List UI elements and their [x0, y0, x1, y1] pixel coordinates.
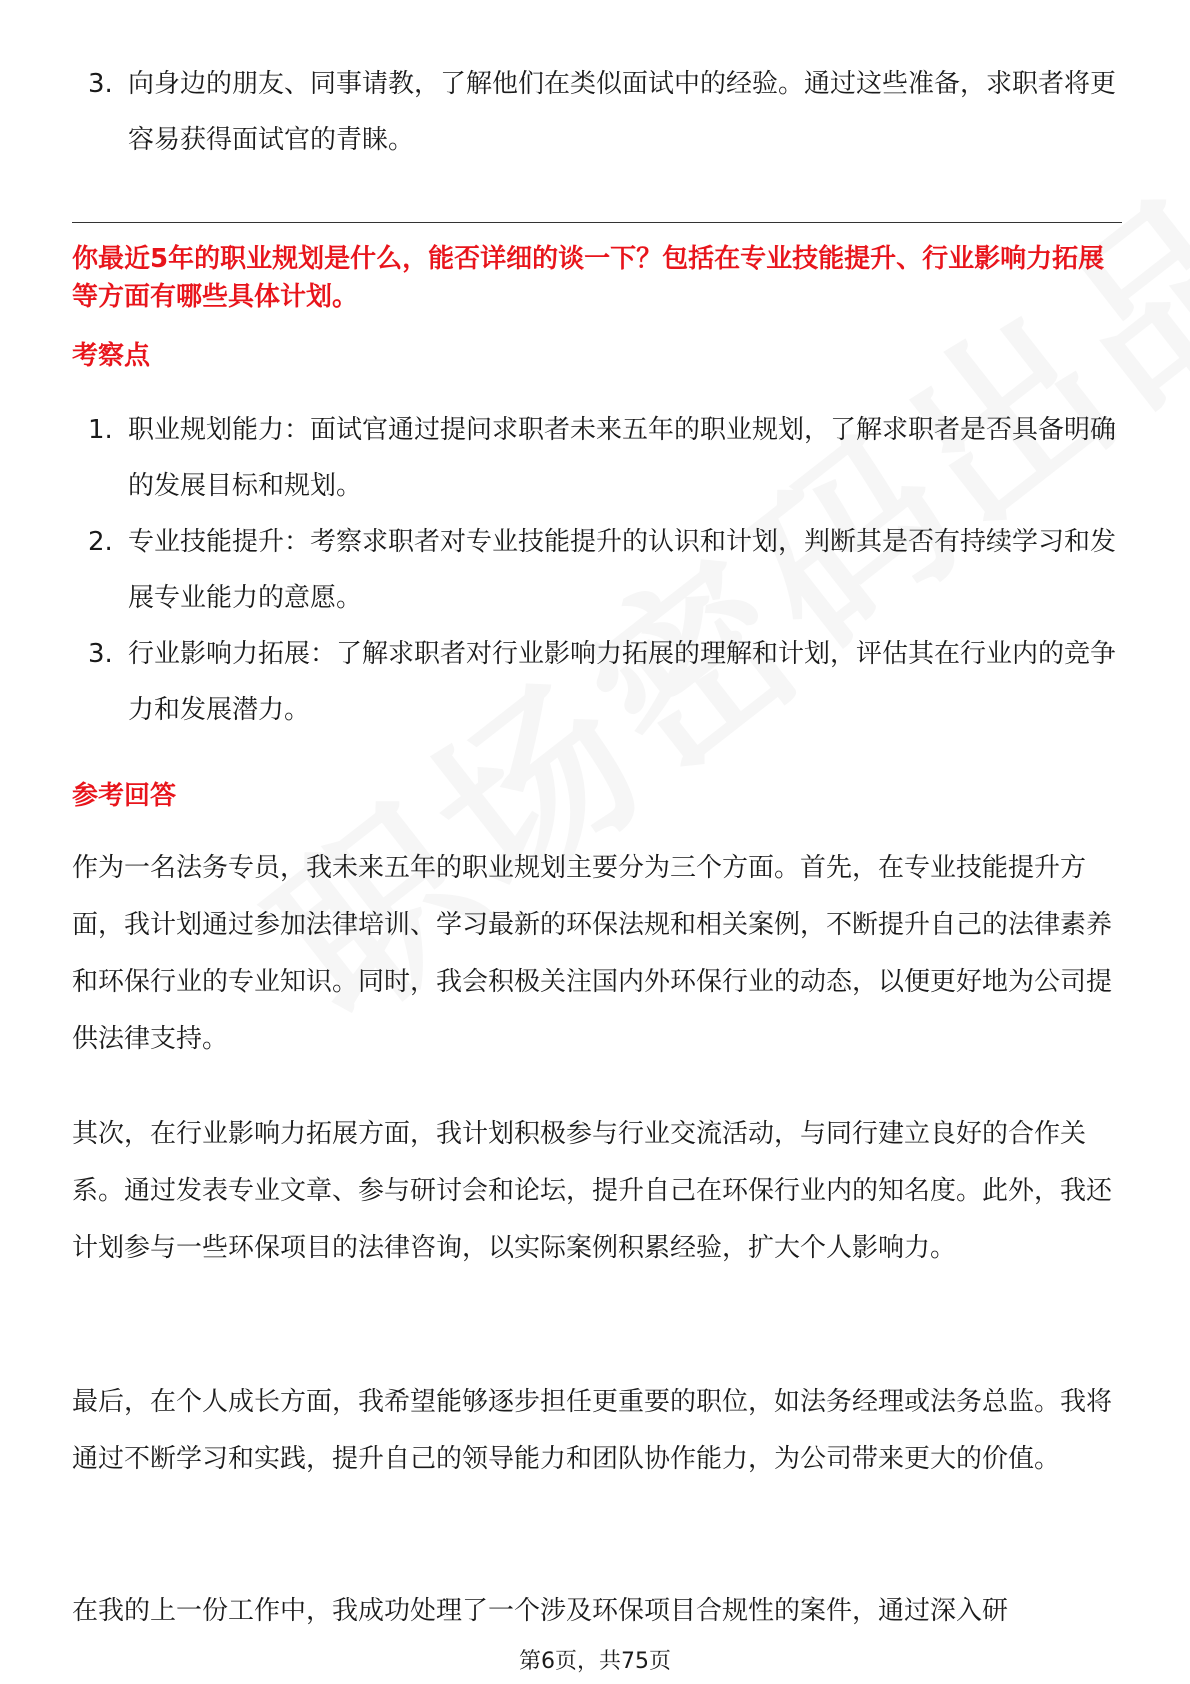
- list-item-number: 1.: [88, 415, 113, 445]
- interview-question: 你最近5年的职业规划是什么，能否详细的谈一下？包括在专业技能提升、行业影响力拓展等方面有哪些具体计划。: [72, 244, 1105, 312]
- answer-paragraph: 作为一名法务专员，我未来五年的职业规划主要分为三个方面。首先，在专业技能提升方面，我计划通过参加法律培训、学习最新的环保法规和相关案例，不断提升自己的法律素养和环保行业的专业知识。同时，我会积极关注国内外环保行业的动态，以便更好地为公司提供法律支持。: [72, 853, 1113, 1054]
- points-list: [88, 402, 1118, 738]
- list-item-number: 3.: [88, 69, 113, 99]
- list-item-text: 职业规划能力：面试官通过提问求职者未来五年的职业规划，了解求职者是否具备明确的发展目标和规划。: [128, 415, 1117, 501]
- list-item: [88, 626, 1118, 738]
- page-footer: 第6页，共75页: [519, 1649, 671, 1674]
- section-divider: [72, 222, 1122, 223]
- list-item: [88, 402, 1118, 514]
- list-item: [88, 56, 1118, 168]
- list-item-text: 向身边的朋友、同事请教，了解他们在类似面试中的经验。通过这些准备，求职者将更容易获得面试官的青睐。: [128, 69, 1117, 155]
- list-item: [88, 514, 1118, 626]
- answer-paragraph: 其次，在行业影响力拓展方面，我计划积极参与行业交流活动，与同行建立良好的合作关系。通过发表专业文章、参与研讨会和论坛，提升自己在环保行业内的知名度。此外，我还计划参与一些环保项目的法律咨询，以实际案例积累经验，扩大个人影响力。: [72, 1119, 1113, 1263]
- list-item-number: 2.: [88, 527, 113, 557]
- list-item-text: 专业技能提升：考察求职者对专业技能提升的认识和计划，判断其是否有持续学习和发展专业能力的意愿。: [128, 527, 1117, 613]
- answer-paragraph: 在我的上一份工作中，我成功处理了一个涉及环保项目合规性的案件，通过深入研: [72, 1596, 1009, 1626]
- previous-list: [88, 56, 1118, 168]
- list-item-number: 3.: [88, 639, 113, 669]
- answer-heading: 参考回答: [72, 781, 177, 811]
- answer-paragraph: 最后，在个人成长方面，我希望能够逐步担任更重要的职位，如法务经理或法务总监。我将通过不断学习和实践，提升自己的领导能力和团队协作能力，为公司带来更大的价值。: [72, 1387, 1113, 1474]
- points-heading: 考察点: [72, 341, 151, 371]
- list-item-text: 行业影响力拓展：了解求职者对行业影响力拓展的理解和计划，评估其在行业内的竞争力和发展潜力。: [128, 639, 1117, 725]
